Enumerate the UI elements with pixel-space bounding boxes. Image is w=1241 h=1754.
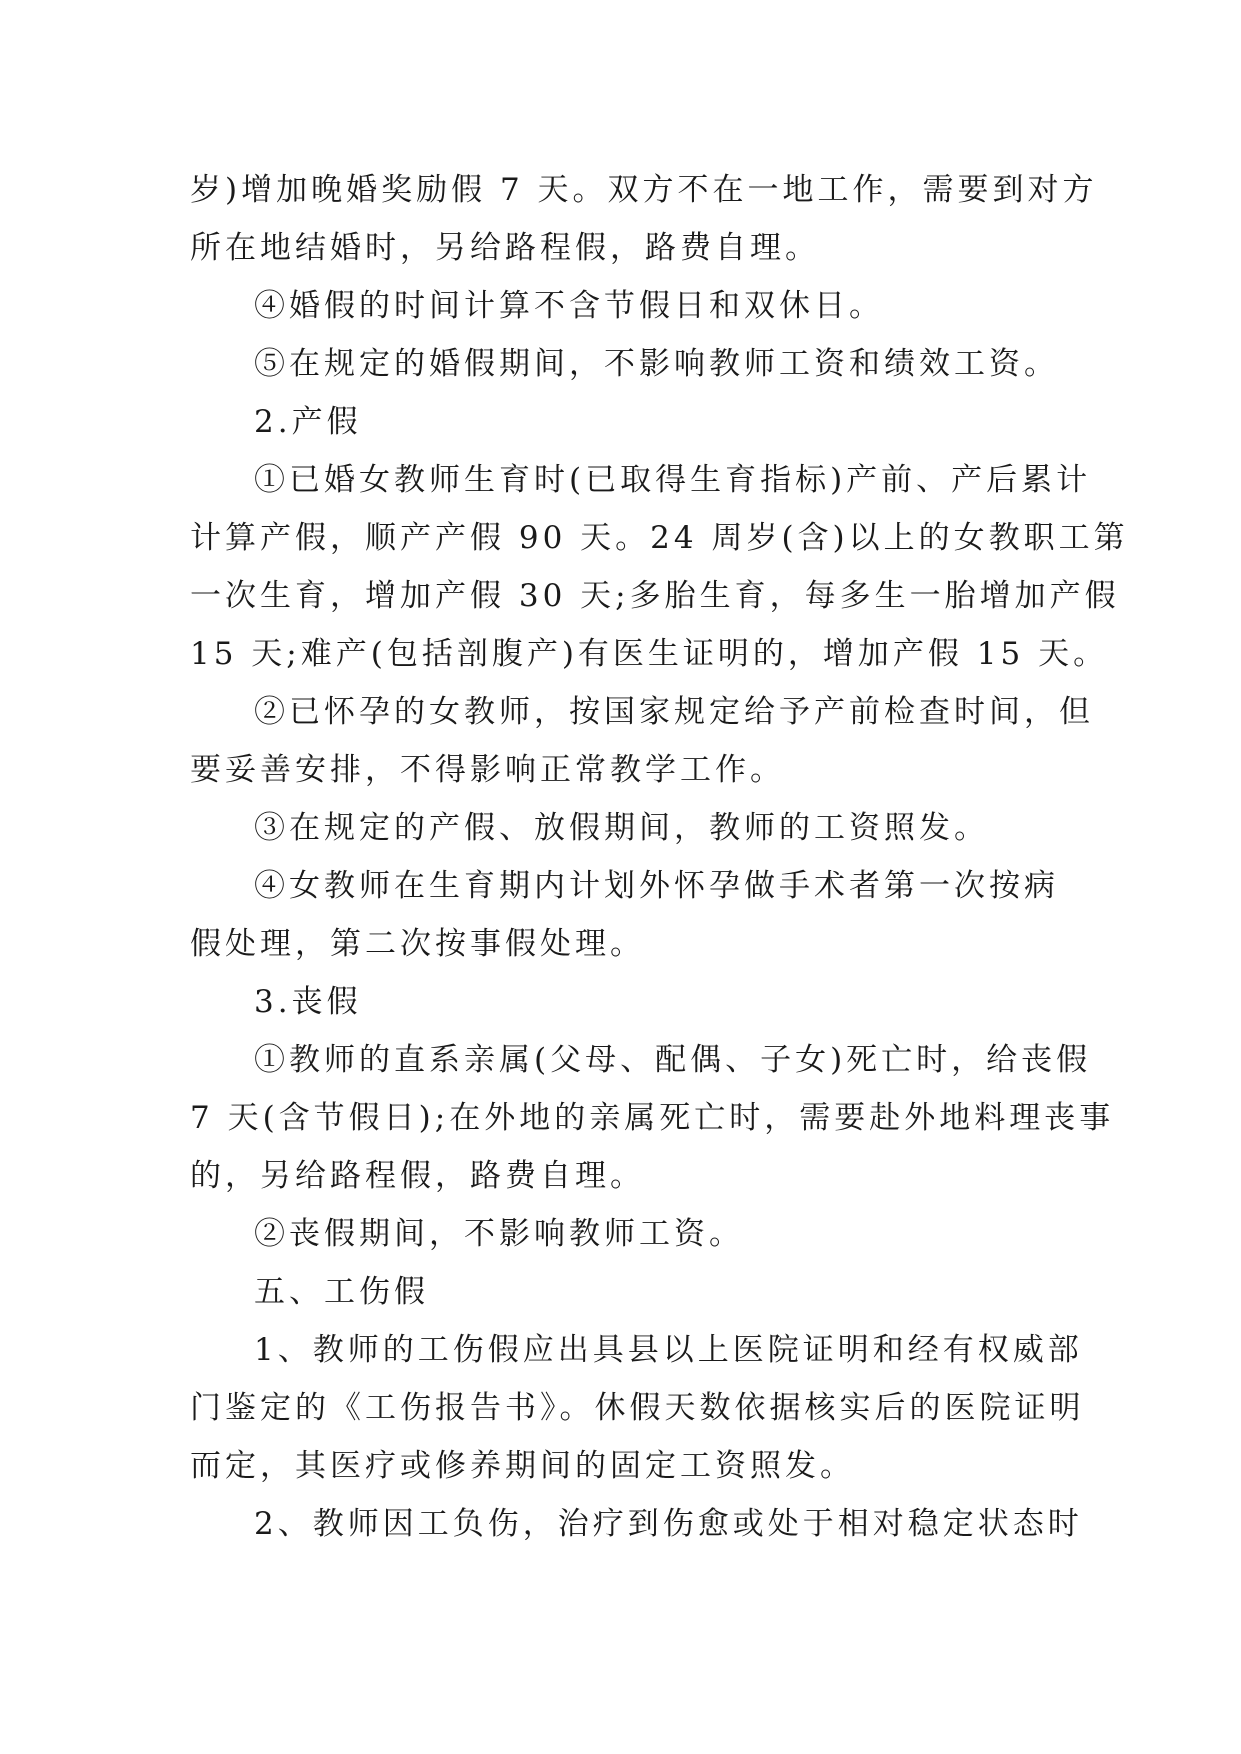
- text-line: ③在规定的产假、放假期间，教师的工资照发。: [254, 810, 989, 846]
- text-line: ①教师的直系亲属(父母、配偶、子女)死亡时，给丧假: [254, 1042, 1092, 1078]
- document-body: [190, 161, 1129, 1553]
- text-line: 假处理，第二次按事假处理。: [190, 926, 645, 962]
- text-line: ①已婚女教师生育时(已取得生育指标)产前、产后累计: [254, 462, 1092, 498]
- text-line: 1、教师的工伤假应出具县以上医院证明和经有权威部: [254, 1332, 1083, 1368]
- section-heading: 3.丧假: [254, 984, 362, 1020]
- text-line: ⑤在规定的婚假期间，不影响教师工资和绩效工资。: [254, 346, 1059, 382]
- text-line: ②丧假期间，不影响教师工资。: [254, 1216, 744, 1252]
- text-line: 岁)增加晚婚奖励假 7 天。双方不在一地工作，需要到对方: [190, 172, 1098, 208]
- section-heading: 2.产假: [254, 404, 362, 440]
- text-line: 15 天;难产(包括剖腹产)有医生证明的，增加产假 15 天。: [190, 636, 1109, 672]
- text-line: 而定，其医疗或修养期间的固定工资照发。: [190, 1448, 855, 1484]
- text-line: 7 天(含节假日);在外地的亲属死亡时，需要赴外地料理丧事: [190, 1100, 1115, 1136]
- text-line: 计算产假，顺产产假 90 天。24 周岁(含)以上的女教职工第: [190, 520, 1129, 556]
- text-line: 门鉴定的《工伤报告书》。休假天数依据核实后的医院证明: [190, 1390, 1085, 1426]
- text-line: 所在地结婚时，另给路程假，路费自理。: [190, 230, 820, 266]
- text-line: ②已怀孕的女教师，按国家规定给予产前检查时间，但: [254, 694, 1094, 730]
- text-line: 要妥善安排，不得影响正常教学工作。: [190, 752, 785, 788]
- text-line: 一次生育，增加产假 30 天;多胎生育，每多生一胎增加产假: [190, 578, 1120, 614]
- text-line: 2、教师因工负伤，治疗到伤愈或处于相对稳定状态时: [254, 1506, 1083, 1542]
- text-line: ④婚假的时间计算不含节假日和双休日。: [254, 288, 884, 324]
- text-line: ④女教师在生育期内计划外怀孕做手术者第一次按病: [254, 868, 1059, 904]
- text-line: 的，另给路程假，路费自理。: [190, 1158, 645, 1194]
- section-heading: 五、工伤假: [254, 1274, 429, 1310]
